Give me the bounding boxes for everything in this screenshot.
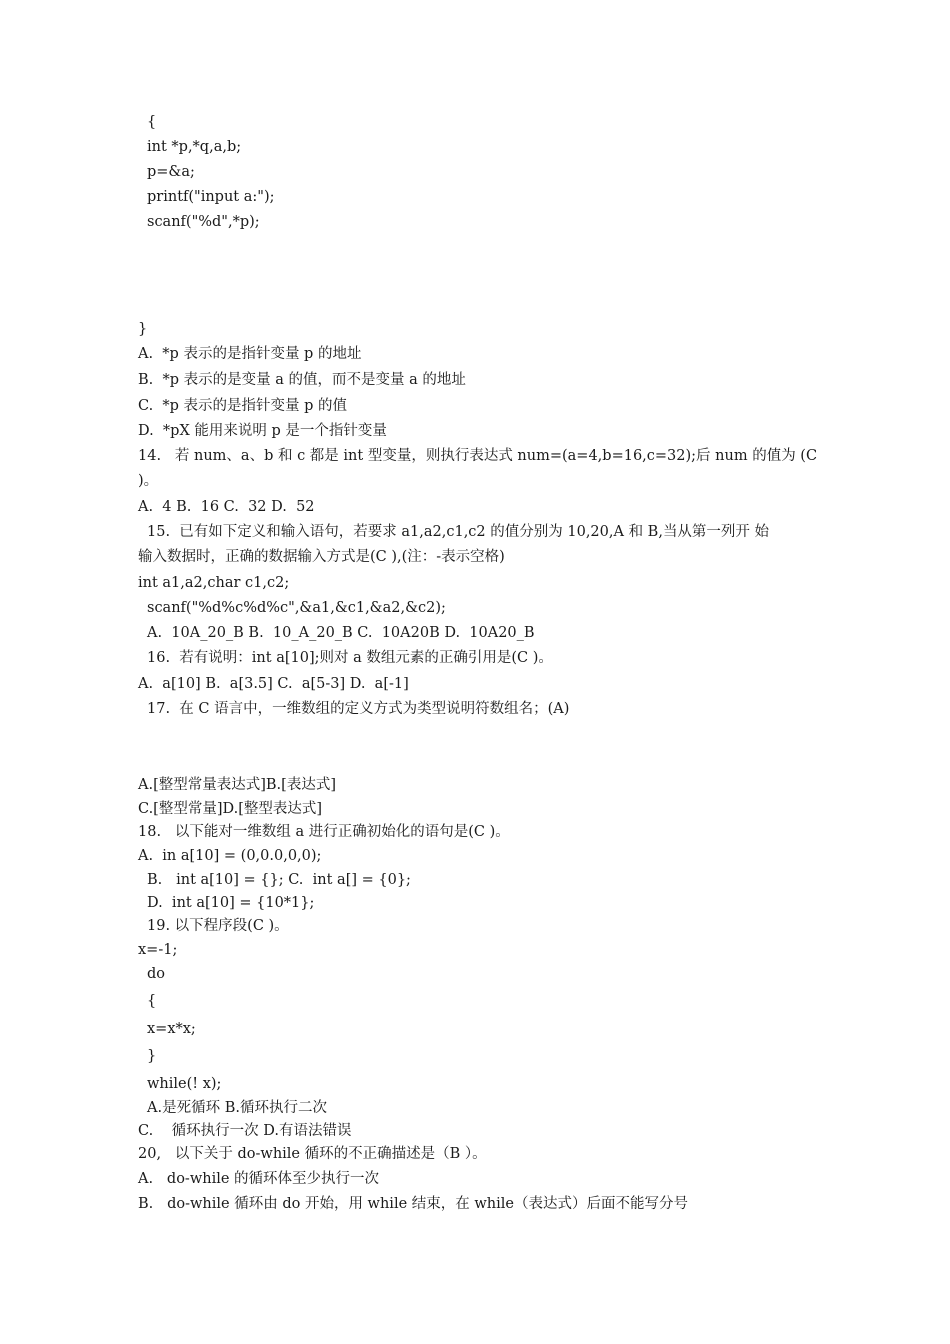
q14-stem: 14. 若 num、a、b 和 c 都是 int 型变量，则执行表达式 num=(a=4,b=16,c=32);后 num 的值为 (C bbox=[138, 448, 818, 464]
q19-code: x=x*x; bbox=[147, 1021, 196, 1037]
q19-code: { bbox=[147, 993, 157, 1009]
q20-option-a: A. do-while 的循环体至少执行一次 bbox=[138, 1171, 380, 1187]
q17-options: C.[整型常量]D.[整型表达式] bbox=[138, 801, 323, 817]
q19-code: x=-1; bbox=[138, 942, 178, 958]
code-line: scanf("%d",*p); bbox=[147, 214, 260, 230]
q15-stem: 15. 已有如下定义和输入语句，若要求 a1,a2,c1,c2 的值分别为 10,20,A 和 B,当从第一列开 始 bbox=[147, 524, 770, 540]
q17-options: A.[整型常量表达式]B.[表达式] bbox=[138, 777, 336, 793]
q15-code: int a1,a2,char c1,c2; bbox=[138, 575, 290, 591]
q18-option-a: A. in a[10] = (0,0.0,0,0); bbox=[138, 848, 322, 864]
q19-code: do bbox=[147, 966, 166, 982]
q14-options: A. 4 B. 16 C. 32 D. 52 bbox=[138, 499, 315, 515]
code-line: int *p,*q,a,b; bbox=[147, 139, 242, 155]
q14-stem-cont: )。 bbox=[138, 473, 159, 489]
q19-code: } bbox=[147, 1048, 157, 1064]
code-line: { bbox=[147, 114, 157, 130]
closing-brace: } bbox=[138, 321, 148, 337]
q20-stem: 20, 以下关于 do-while 循环的不正确描述是（B ）。 bbox=[138, 1146, 487, 1162]
q15-options: A. 10A_20_B B. 10_A_20_B C. 10A20B D. 10A20_B bbox=[147, 625, 535, 641]
q20-option-b: B. do-while 循环由 do 开始，用 while 结束，在 while（表达式）后面不能写分号 bbox=[138, 1196, 688, 1212]
q13-option-c: C. *p 表示的是指针变量 p 的值 bbox=[138, 398, 348, 414]
code-line: p=&a; bbox=[147, 164, 195, 180]
q17-stem: 17. 在 C 语言中，一维数组的定义方式为类型说明符数组名；(A) bbox=[147, 701, 570, 717]
q16-options: A. a[10] B. a[3.5] C. a[5-3] D. a[-1] bbox=[138, 676, 409, 692]
q18-stem: 18. 以下能对一维数组 a 进行正确初始化的语句是(C )。 bbox=[138, 824, 510, 840]
q19-stem: 19. 以下程序段(C )。 bbox=[147, 918, 289, 934]
q19-options: A.是死循环 B.循环执行二次 bbox=[147, 1100, 327, 1116]
q18-option-bc: B. int a[10] = {}; C. int a[] = {0}; bbox=[147, 872, 411, 888]
q13-option-d: D. *pX 能用来说明 p 是一个指针变量 bbox=[138, 423, 387, 439]
q15-stem-cont: 输入数据时，正确的数据输入方式是(C ),(注：-表示空格) bbox=[138, 549, 505, 565]
code-line: printf("input a:"); bbox=[147, 189, 275, 205]
q19-options: C. 循环执行一次 D.有语法错误 bbox=[138, 1123, 352, 1139]
q15-code: scanf("%d%c%d%c",&a1,&c1,&a2,&c2); bbox=[147, 600, 446, 616]
q18-option-d: D. int a[10] = {10*1}; bbox=[147, 895, 315, 911]
q19-code: while(! x); bbox=[147, 1076, 222, 1092]
q13-option-b: B. *p 表示的是变量 a 的值，而不是变量 a 的地址 bbox=[138, 372, 466, 388]
q16-stem: 16. 若有说明：int a[10];则对 a 数组元素的正确引用是(C )。 bbox=[147, 650, 553, 666]
q13-option-a: A. *p 表示的是指针变量 p 的地址 bbox=[138, 346, 362, 362]
